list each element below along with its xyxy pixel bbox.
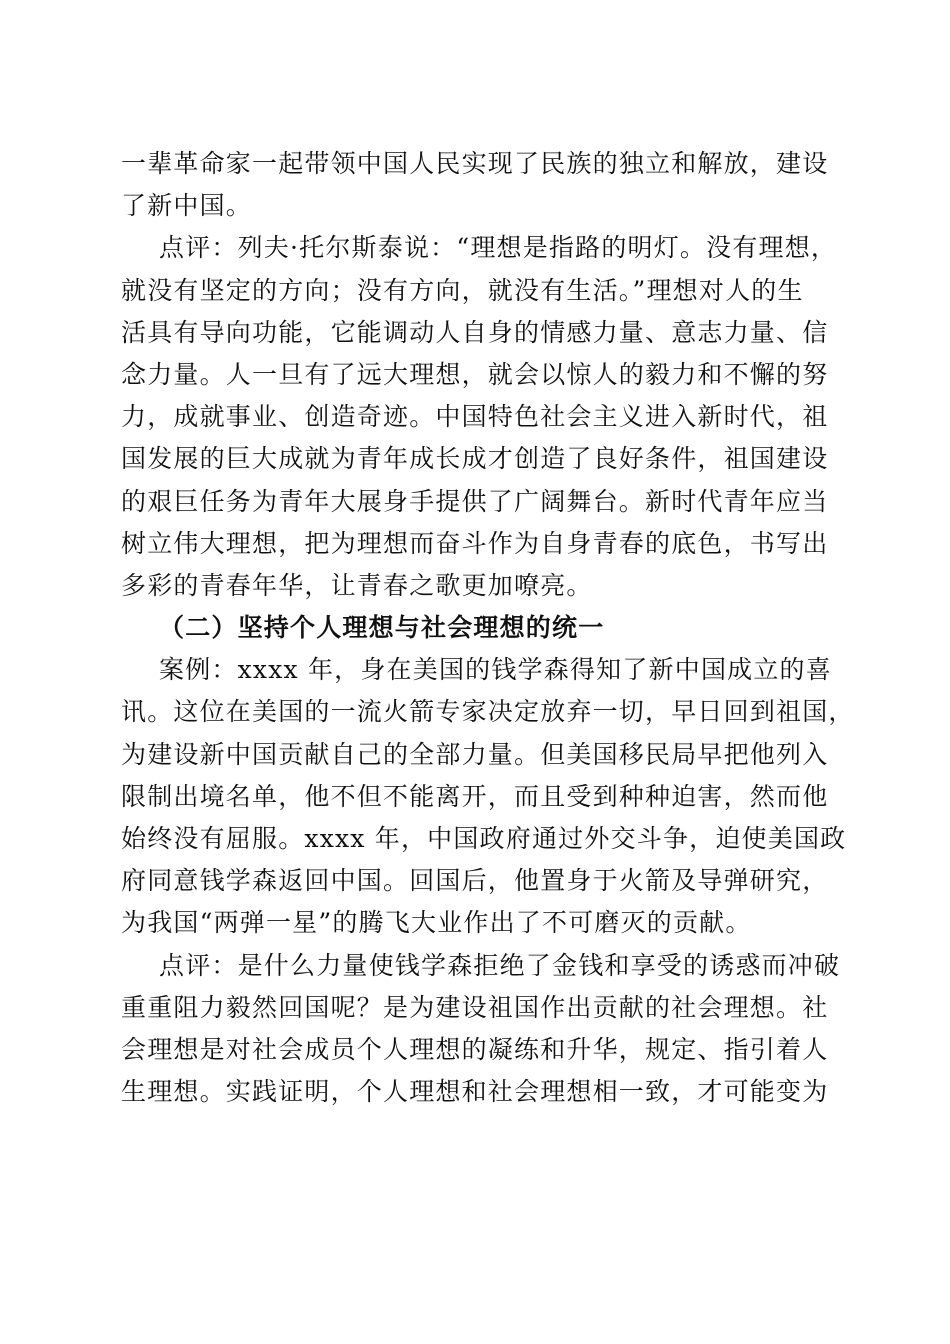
- text-line: 重重阻力毅然回国呢？是为建设祖国作出贡献的社会理想。社: [121, 992, 829, 1022]
- text-line: 树立伟大理想，把为理想而奋斗作为自身青春的底色，书写出: [121, 528, 829, 558]
- paragraph-start-line: 点评：列夫·托尔斯泰说：“理想是指路的明灯。没有理想，: [159, 233, 838, 263]
- document-body: [121, 143, 855, 1113]
- text-line: 念力量。人一旦有了远大理想，就会以惊人的毅力和不懈的努: [121, 359, 829, 389]
- text-line: 活具有导向功能，它能调动人自身的情感力量、意志力量、信: [121, 317, 829, 347]
- text-line: 为我国“两弹一星”的腾飞大业作出了不可磨灭的贡献。: [121, 908, 752, 938]
- text-line: 讯。这位在美国的一流火箭专家决定放弃一切，早日回到祖国，: [121, 697, 855, 727]
- paragraph-start-line: 案例：xxxx 年，身在美国的钱学森得知了新中国成立的喜: [159, 655, 832, 685]
- text-line: 了新中国。: [121, 191, 253, 221]
- text-line: 府同意钱学森返回中国。回国后，他置身于火箭及导弹研究，: [121, 866, 829, 896]
- text-line: 就没有坚定的方向；没有方向，就没有生活。”理想对人的生: [121, 275, 804, 305]
- text-line: 生理想。实践证明，个人理想和社会理想相一致，才可能变为: [121, 1077, 829, 1107]
- text-line: 的艰巨任务为青年大展身手提供了广阔舞台。新时代青年应当: [121, 486, 829, 516]
- text-line: 力，成就事业、创造奇迹。中国特色社会主义进入新时代，祖: [121, 402, 829, 432]
- text-line: 限制出境名单，他不但不能离开，而且受到种种迫害，然而他: [121, 781, 829, 811]
- text-line: 为建设新中国贡献自己的全部力量。但美国移民局早把他列入: [121, 739, 829, 769]
- section-heading: （二）坚持个人理想与社会理想的统一: [159, 613, 605, 643]
- text-line: 会理想是对社会成员个人理想的凝练和升华，规定、指引着人: [121, 1034, 829, 1064]
- paragraph-start-line: 点评：是什么力量使钱学森拒绝了金钱和享受的诱惑而冲破: [159, 950, 841, 980]
- text-line: 一辈革命家一起带领中国人民实现了民族的独立和解放，建设: [121, 149, 829, 178]
- text-line: 始终没有屈服。xxxx 年，中国政府通过外交斗争，迫使美国政: [121, 824, 847, 853]
- text-line: 多彩的青春年华，让青春之歌更加嘹亮。: [121, 570, 593, 600]
- text-line: 国发展的巨大成就为青年成长成才创造了良好条件，祖国建设: [121, 444, 829, 474]
